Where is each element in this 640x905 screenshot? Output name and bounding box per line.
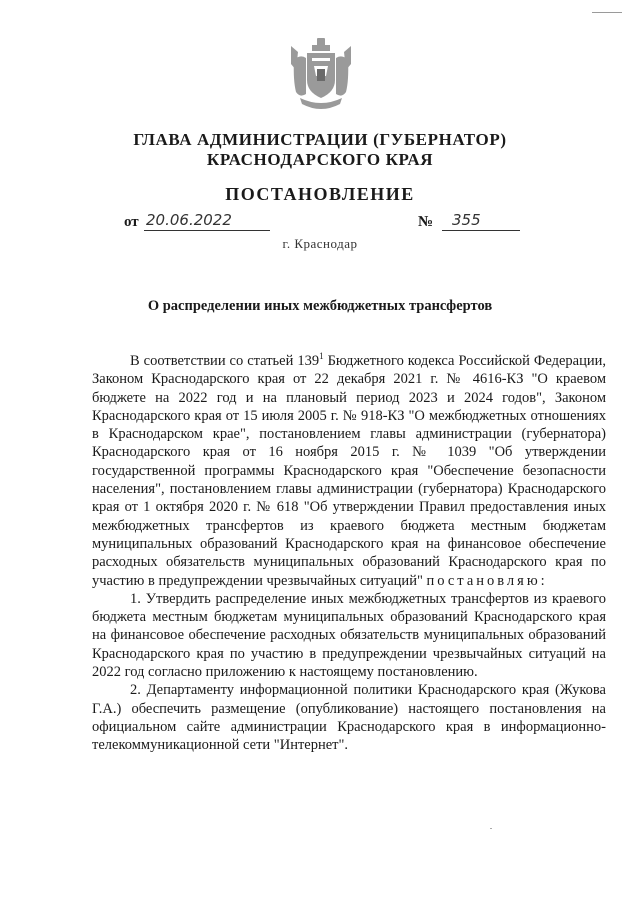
date-number-row [124, 212, 524, 236]
document-type: ПОСТАНОВЛЕНИЕ [225, 184, 415, 204]
scan-mark [592, 12, 622, 13]
preamble-text-rest: Бюджетного кодекса Российской Федерации, Законом Краснодарского края от 22 декабря 2021 г. № 4616-КЗ "О краевом бюджете на 2022 год и на плановый период 2023 и 2024 годов", Законом Краснодарского края от 15 июля 2005 г. № 918-КЗ "О межбюджетных отношениях в Краснодарском крае", постановлением главы администрации (губернатора) Краснодарского края от 16 ноября 2015 г. № 1039 "Об утверждении государственной программы Краснодарского края "Обеспечение безопасности населения", постановлением главы администрации (губернатора) Краснодарского края от 1 октября 2020 г. № 618 "Об утверждении Правил предоставления иных межбюджетных трансфертов из краевого бюджета местным бюджетам муниципальных образований Краснодарского края на финансовое обеспечение расходных обязательств муниципальных образований Краснодарского края по участию в предупреждении чрезвычайных ситуаций" [92, 353, 606, 589]
city: г. Краснодар [282, 236, 358, 251]
date-label: от [124, 214, 139, 230]
date-underline [144, 230, 270, 231]
document-subject: О распределении иных межбюджетных трансфертов [147, 298, 493, 314]
item-1-paragraph: 1. Утвердить распределение иных межбюджетных трансфертов из краевого бюджета местным бюджетам муниципальных образований Краснодарского края на финансовое обеспечение расходных обязательств муниципальных образований Краснодарского края по участию в предупреждении чрезвычайных ситуаций на 2022 год согласно приложению к настоящему постановлению. [92, 590, 606, 681]
item-2-paragraph: 2. Департаменту информационной политики Краснодарского края (Жукова Г.А.) обеспечить размещение (опубликование) настоящего постановления на официальном сайте администрации Краснодарского края в информационно-телекоммуникационной сети "Интернет". [92, 682, 606, 754]
coat-of-arms-icon [290, 36, 352, 116]
scan-speck [490, 828, 492, 829]
article-superscript: 1 [319, 351, 324, 362]
preamble-paragraph [92, 352, 606, 590]
issuer-region: КРАСНОДАРСКОГО КРАЯ [206, 150, 434, 169]
document-body [92, 352, 606, 755]
number-label: № [418, 214, 434, 230]
issuer-title: ГЛАВА АДМИНИСТРАЦИИ (ГУБЕРНАТОР) [133, 130, 507, 149]
decree-word: постановляю: [426, 572, 548, 589]
date-handwritten: 20.06.2022 [146, 211, 232, 229]
preamble-text-start: В соответствии со статьей 139 [130, 353, 320, 369]
number-underline [442, 230, 520, 231]
number-handwritten: 355 [452, 211, 481, 229]
